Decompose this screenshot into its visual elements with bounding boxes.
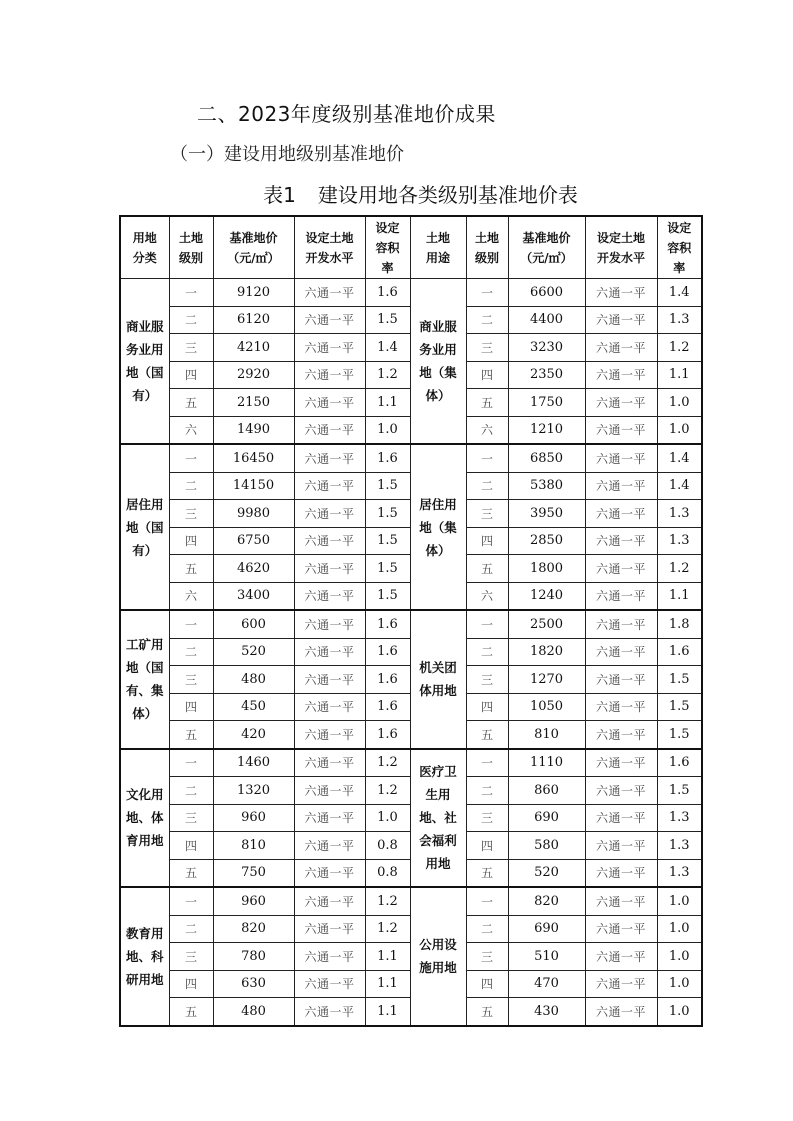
- header-unit: （元/㎡）: [520, 250, 573, 265]
- land-level-cell: 三: [466, 334, 508, 362]
- base-price-cell: 690: [508, 804, 585, 832]
- land-level-cell: 三: [169, 804, 213, 832]
- table-caption: [0, 179, 793, 208]
- far-cell: 1.2: [365, 361, 410, 389]
- base-price-cell: 820: [508, 887, 585, 915]
- far-cell: 1.6: [365, 444, 410, 472]
- far-cell: 1.4: [657, 279, 702, 307]
- base-price-cell: 9980: [213, 500, 294, 528]
- dev-level-cell: 六通一平: [585, 306, 657, 334]
- dev-level-cell: 六通一平: [585, 361, 657, 389]
- far-cell: 1.5: [365, 306, 410, 334]
- land-level-cell: 三: [466, 943, 508, 971]
- far-cell: 1.5: [657, 721, 702, 749]
- base-price-cell: 1750: [508, 389, 585, 417]
- base-price-cell: 1270: [508, 666, 585, 694]
- header-land-level: [466, 216, 508, 279]
- land-level-cell: 三: [169, 943, 213, 971]
- base-price-cell: 16450: [213, 444, 294, 472]
- base-price-cell: 6600: [508, 279, 585, 307]
- land-level-cell: 一: [169, 887, 213, 915]
- far-cell: 1.0: [657, 887, 702, 915]
- far-cell: 1.5: [365, 472, 410, 500]
- dev-level-cell: 六通一平: [294, 804, 365, 832]
- land-level-cell: 一: [466, 279, 508, 307]
- far-cell: 1.8: [657, 610, 702, 638]
- far-cell: 1.3: [657, 500, 702, 528]
- base-price-cell: 6120: [213, 306, 294, 334]
- far-cell: 1.1: [365, 943, 410, 971]
- dev-level-cell: 六通一平: [585, 500, 657, 528]
- dev-level-cell: 六通一平: [585, 334, 657, 362]
- dev-level-cell: 六通一平: [585, 970, 657, 998]
- base-price-cell: 2150: [213, 389, 294, 417]
- far-cell: 1.1: [365, 998, 410, 1026]
- base-price-cell: 1320: [213, 777, 294, 805]
- table-row: [120, 887, 702, 915]
- land-level-cell: 一: [466, 749, 508, 777]
- dev-level-cell: 六通一平: [585, 859, 657, 887]
- far-cell: 1.3: [657, 832, 702, 860]
- far-cell: 1.4: [365, 334, 410, 362]
- far-cell: 1.6: [365, 610, 410, 638]
- base-price-cell: 1460: [213, 749, 294, 777]
- table-title: 建设用地各类级别基准地价表: [317, 183, 578, 207]
- base-price-cell: 2350: [508, 361, 585, 389]
- land-level-cell: 二: [466, 306, 508, 334]
- land-level-cell: 一: [466, 610, 508, 638]
- base-price-cell: 4400: [508, 306, 585, 334]
- dev-level-cell: 六通一平: [294, 887, 365, 915]
- header-far: [365, 216, 410, 279]
- far-cell: 1.4: [657, 444, 702, 472]
- base-price-cell: 600: [213, 610, 294, 638]
- header-land-category: [120, 216, 169, 279]
- base-price-cell: 14150: [213, 472, 294, 500]
- table-body: [120, 279, 702, 1026]
- base-price-cell: 2920: [213, 361, 294, 389]
- land-level-cell: 一: [169, 749, 213, 777]
- land-level-cell: 五: [466, 555, 508, 583]
- dev-level-cell: 六通一平: [294, 693, 365, 721]
- subsection-heading: （一）建设用地级别基准地价: [170, 144, 404, 165]
- dev-level-cell: 六通一平: [585, 527, 657, 555]
- dev-level-cell: 六通一平: [585, 998, 657, 1026]
- far-cell: 0.8: [365, 859, 410, 887]
- far-cell: 1.6: [657, 638, 702, 666]
- far-cell: 1.0: [657, 389, 702, 417]
- land-category-cell: 居住用地（国有）: [120, 444, 169, 610]
- land-category-cell: 教育用地、科研用地: [120, 887, 169, 1026]
- land-level-cell: 五: [169, 555, 213, 583]
- base-price-cell: 1240: [508, 582, 585, 610]
- header-text: 设定土地 开发水平: [596, 230, 645, 265]
- dev-level-cell: 六通一平: [294, 666, 365, 694]
- base-price-cell: 3400: [213, 582, 294, 610]
- land-level-cell: 二: [466, 777, 508, 805]
- far-cell: 1.6: [365, 666, 410, 694]
- land-price-table: [119, 215, 703, 1027]
- far-cell: 1.3: [657, 804, 702, 832]
- dev-level-cell: 六通一平: [294, 555, 365, 583]
- dev-level-cell: 六通一平: [294, 361, 365, 389]
- land-level-cell: 二: [169, 472, 213, 500]
- base-price-cell: 960: [213, 887, 294, 915]
- far-cell: 1.5: [365, 527, 410, 555]
- dev-level-cell: 六通一平: [294, 610, 365, 638]
- land-level-cell: 四: [466, 361, 508, 389]
- land-level-cell: 五: [466, 389, 508, 417]
- base-price-cell: 510: [508, 943, 585, 971]
- dev-level-cell: 六通一平: [585, 279, 657, 307]
- land-level-cell: 一: [169, 610, 213, 638]
- land-level-cell: 二: [169, 915, 213, 943]
- header-land-use: [410, 216, 466, 279]
- dev-level-cell: 六通一平: [294, 998, 365, 1026]
- base-price-cell: 580: [508, 832, 585, 860]
- dev-level-cell: 六通一平: [294, 306, 365, 334]
- base-price-cell: 5380: [508, 472, 585, 500]
- header-far: [657, 216, 702, 279]
- land-level-cell: 二: [466, 472, 508, 500]
- header-land-level: [169, 216, 213, 279]
- land-level-cell: 四: [466, 693, 508, 721]
- far-cell: 1.5: [365, 582, 410, 610]
- far-cell: 1.1: [365, 389, 410, 417]
- far-cell: 1.6: [365, 721, 410, 749]
- far-cell: 1.5: [657, 777, 702, 805]
- land-level-cell: 四: [466, 832, 508, 860]
- base-price-cell: 1820: [508, 638, 585, 666]
- dev-level-cell: 六通一平: [294, 334, 365, 362]
- land-level-cell: 二: [466, 638, 508, 666]
- land-level-cell: 四: [169, 527, 213, 555]
- dev-level-cell: 六通一平: [294, 915, 365, 943]
- base-price-cell: 690: [508, 915, 585, 943]
- land-level-cell: 三: [466, 500, 508, 528]
- header-text: 土地 用途: [425, 230, 450, 265]
- far-cell: 1.1: [365, 970, 410, 998]
- base-price-cell: 630: [213, 970, 294, 998]
- land-use-cell: 公用设施用地: [410, 887, 466, 1026]
- far-cell: 1.2: [365, 777, 410, 805]
- base-price-cell: 6750: [213, 527, 294, 555]
- header-dev-level: [294, 216, 365, 279]
- land-level-cell: 六: [169, 416, 213, 444]
- far-cell: 1.3: [657, 859, 702, 887]
- far-cell: 1.6: [365, 638, 410, 666]
- far-cell: 1.2: [657, 334, 702, 362]
- land-level-cell: 六: [466, 582, 508, 610]
- base-price-cell: 2500: [508, 610, 585, 638]
- land-level-cell: 五: [169, 998, 213, 1026]
- table-number: 表1: [263, 183, 296, 207]
- land-level-cell: 二: [169, 777, 213, 805]
- land-use-cell: 商业服务业用地（集体）: [410, 279, 466, 445]
- far-cell: 1.2: [365, 915, 410, 943]
- land-level-cell: 四: [466, 970, 508, 998]
- land-level-cell: 五: [169, 389, 213, 417]
- base-price-cell: 810: [508, 721, 585, 749]
- far-cell: 1.5: [657, 666, 702, 694]
- dev-level-cell: 六通一平: [294, 416, 365, 444]
- base-price-cell: 480: [213, 666, 294, 694]
- base-price-cell: 3230: [508, 334, 585, 362]
- base-price-cell: 520: [508, 859, 585, 887]
- land-level-cell: 一: [466, 444, 508, 472]
- land-level-cell: 五: [466, 721, 508, 749]
- dev-level-cell: 六通一平: [585, 915, 657, 943]
- base-price-cell: 780: [213, 943, 294, 971]
- table-row: [120, 610, 702, 638]
- header-text: 用地 分类: [132, 230, 157, 265]
- base-price-cell: 4210: [213, 334, 294, 362]
- far-cell: 1.0: [657, 416, 702, 444]
- land-level-cell: 四: [169, 361, 213, 389]
- base-price-cell: 430: [508, 998, 585, 1026]
- dev-level-cell: 六通一平: [585, 804, 657, 832]
- dev-level-cell: 六通一平: [585, 610, 657, 638]
- far-cell: 1.3: [657, 306, 702, 334]
- land-level-cell: 二: [169, 306, 213, 334]
- land-level-cell: 四: [169, 832, 213, 860]
- far-cell: 1.6: [657, 749, 702, 777]
- base-price-cell: 480: [213, 998, 294, 1026]
- far-cell: 1.2: [657, 555, 702, 583]
- base-price-cell: 1110: [508, 749, 585, 777]
- far-cell: 1.2: [365, 749, 410, 777]
- land-level-cell: 四: [466, 527, 508, 555]
- base-price-cell: 520: [213, 638, 294, 666]
- far-cell: 0.8: [365, 832, 410, 860]
- base-price-cell: 450: [213, 693, 294, 721]
- land-category-cell: 文化用地、体育用地: [120, 749, 169, 888]
- section-heading: 二、2023年度级别基准地价成果: [197, 102, 496, 126]
- land-level-cell: 二: [169, 638, 213, 666]
- dev-level-cell: 六通一平: [585, 582, 657, 610]
- table-row: [120, 279, 702, 307]
- table-row: [120, 444, 702, 472]
- land-category-cell: 工矿用地（国有、集体）: [120, 610, 169, 749]
- far-cell: 1.6: [365, 279, 410, 307]
- base-price-cell: 1490: [213, 416, 294, 444]
- land-level-cell: 五: [466, 859, 508, 887]
- far-cell: 1.5: [365, 500, 410, 528]
- header-text: 土地 级别: [178, 230, 203, 265]
- dev-level-cell: 六通一平: [585, 749, 657, 777]
- dev-level-cell: 六通一平: [294, 500, 365, 528]
- base-price-cell: 9120: [213, 279, 294, 307]
- base-price-cell: 2850: [508, 527, 585, 555]
- dev-level-cell: 六通一平: [294, 444, 365, 472]
- land-level-cell: 三: [466, 804, 508, 832]
- dev-level-cell: 六通一平: [294, 970, 365, 998]
- land-level-cell: 四: [169, 693, 213, 721]
- dev-level-cell: 六通一平: [294, 777, 365, 805]
- land-level-cell: 三: [169, 500, 213, 528]
- land-category-cell: 商业服务业用地（国有）: [120, 279, 169, 445]
- base-price-cell: 1050: [508, 693, 585, 721]
- dev-level-cell: 六通一平: [294, 279, 365, 307]
- base-price-cell: 4620: [213, 555, 294, 583]
- dev-level-cell: 六通一平: [585, 777, 657, 805]
- header-text: 土地 级别: [474, 230, 499, 265]
- land-level-cell: 一: [169, 444, 213, 472]
- dev-level-cell: 六通一平: [294, 389, 365, 417]
- table-header-row: [120, 216, 702, 279]
- far-cell: 1.0: [657, 998, 702, 1026]
- base-price-cell: 6850: [508, 444, 585, 472]
- base-price-cell: 470: [508, 970, 585, 998]
- base-price-cell: 820: [213, 915, 294, 943]
- far-cell: 1.2: [365, 887, 410, 915]
- base-price-cell: 960: [213, 804, 294, 832]
- land-level-cell: 一: [169, 279, 213, 307]
- dev-level-cell: 六通一平: [294, 721, 365, 749]
- base-price-cell: 3950: [508, 500, 585, 528]
- far-cell: 1.6: [365, 693, 410, 721]
- table-row: [120, 749, 702, 777]
- base-price-cell: 750: [213, 859, 294, 887]
- dev-level-cell: 六通一平: [585, 638, 657, 666]
- base-price-cell: 860: [508, 777, 585, 805]
- land-level-cell: 四: [169, 970, 213, 998]
- dev-level-cell: 六通一平: [585, 444, 657, 472]
- far-cell: 1.0: [657, 943, 702, 971]
- land-use-cell: 居住用地（集体）: [410, 444, 466, 610]
- land-level-cell: 五: [466, 998, 508, 1026]
- header-text: 基准地价: [522, 230, 571, 245]
- far-cell: 1.4: [657, 472, 702, 500]
- dev-level-cell: 六通一平: [294, 638, 365, 666]
- far-cell: 1.5: [657, 693, 702, 721]
- base-price-cell: 1800: [508, 555, 585, 583]
- land-level-cell: 二: [466, 915, 508, 943]
- land-level-cell: 五: [169, 859, 213, 887]
- dev-level-cell: 六通一平: [585, 721, 657, 749]
- land-level-cell: 五: [169, 721, 213, 749]
- far-cell: 1.1: [657, 582, 702, 610]
- land-level-cell: 三: [169, 666, 213, 694]
- dev-level-cell: 六通一平: [294, 943, 365, 971]
- dev-level-cell: 六通一平: [294, 472, 365, 500]
- land-level-cell: 六: [169, 582, 213, 610]
- header-base-price: [508, 216, 585, 279]
- header-text: 设定 容积 率: [667, 220, 692, 275]
- land-level-cell: 三: [466, 666, 508, 694]
- dev-level-cell: 六通一平: [585, 389, 657, 417]
- base-price-cell: 420: [213, 721, 294, 749]
- dev-level-cell: 六通一平: [585, 887, 657, 915]
- far-cell: 1.0: [365, 416, 410, 444]
- dev-level-cell: 六通一平: [585, 666, 657, 694]
- dev-level-cell: 六通一平: [294, 832, 365, 860]
- header-text: 基准地价: [229, 230, 278, 245]
- land-level-cell: 六: [466, 416, 508, 444]
- far-cell: 1.1: [657, 361, 702, 389]
- land-use-cell: 机关团体用地: [410, 610, 466, 749]
- dev-level-cell: 六通一平: [294, 859, 365, 887]
- header-text: 设定 容积 率: [375, 220, 400, 275]
- land-level-cell: 一: [466, 887, 508, 915]
- dev-level-cell: 六通一平: [294, 749, 365, 777]
- far-cell: 1.0: [365, 804, 410, 832]
- far-cell: 1.5: [365, 555, 410, 583]
- land-level-cell: 三: [169, 334, 213, 362]
- dev-level-cell: 六通一平: [585, 472, 657, 500]
- far-cell: 1.0: [657, 970, 702, 998]
- land-use-cell: 医疗卫生用地、社会福利用地: [410, 749, 466, 888]
- dev-level-cell: 六通一平: [294, 527, 365, 555]
- base-price-cell: 810: [213, 832, 294, 860]
- dev-level-cell: 六通一平: [294, 582, 365, 610]
- dev-level-cell: 六通一平: [585, 555, 657, 583]
- header-base-price: [213, 216, 294, 279]
- far-cell: 1.3: [657, 527, 702, 555]
- dev-level-cell: 六通一平: [585, 693, 657, 721]
- header-dev-level: [585, 216, 657, 279]
- far-cell: 1.0: [657, 915, 702, 943]
- dev-level-cell: 六通一平: [585, 416, 657, 444]
- base-price-cell: 1210: [508, 416, 585, 444]
- header-text: 设定土地 开发水平: [305, 230, 354, 265]
- dev-level-cell: 六通一平: [585, 943, 657, 971]
- header-unit: （元/㎡）: [227, 250, 280, 265]
- dev-level-cell: 六通一平: [585, 832, 657, 860]
